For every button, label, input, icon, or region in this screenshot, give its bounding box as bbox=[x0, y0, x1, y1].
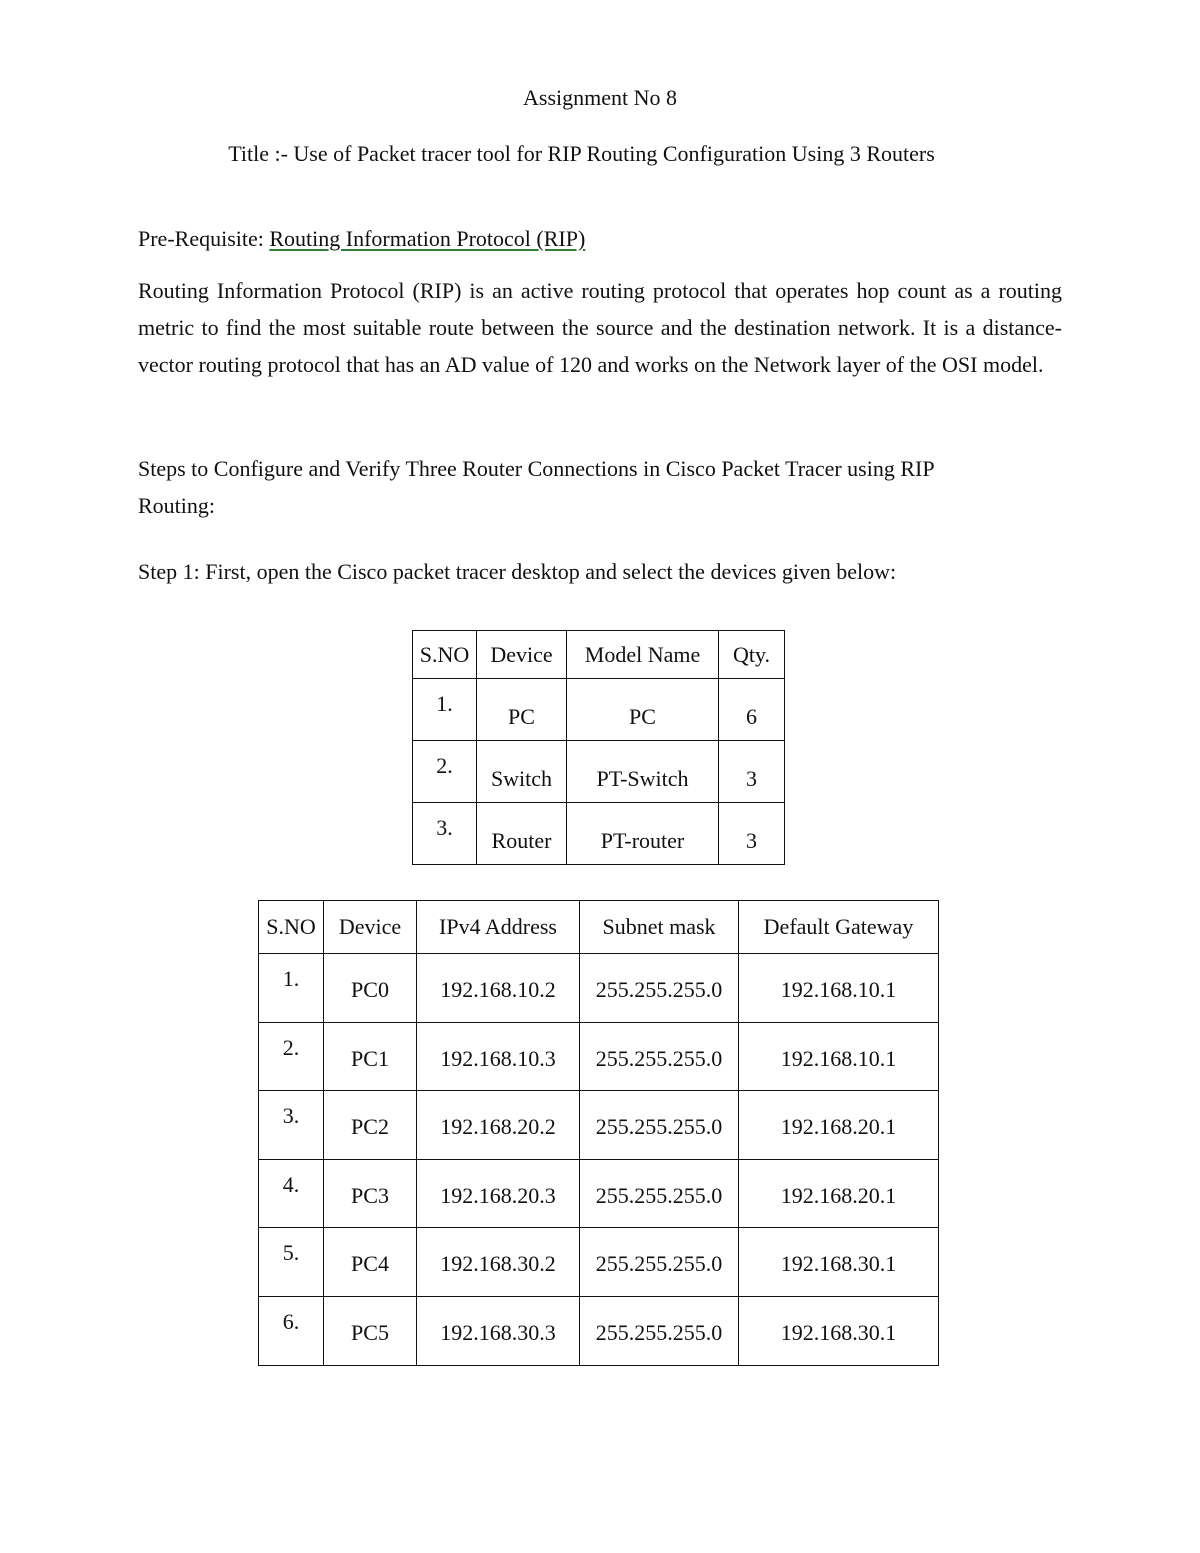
devices-cell-qty: 3 bbox=[719, 803, 785, 865]
devices-header-model: Model Name bbox=[567, 631, 719, 679]
table-row bbox=[259, 1160, 939, 1228]
ip-cell-sno: 2. bbox=[259, 1023, 324, 1091]
ip-cell-ipv4: 192.168.30.3 bbox=[417, 1297, 580, 1366]
table-row bbox=[259, 1091, 939, 1160]
ip-cell-device: PC1 bbox=[324, 1023, 417, 1091]
ip-cell-device: PC2 bbox=[324, 1091, 417, 1160]
ip-cell-gateway: 192.168.10.1 bbox=[739, 1023, 939, 1091]
ip-address-table bbox=[258, 900, 939, 1366]
table-row bbox=[413, 803, 785, 865]
steps-heading-line-2: Routing: bbox=[138, 493, 216, 518]
devices-cell-device: PC bbox=[477, 679, 567, 741]
document-title: Title :- Use of Packet tracer tool for RIP Routing Configuration Using 3 Routers bbox=[228, 141, 935, 166]
prerequisite-label: Pre-Requisite: bbox=[138, 226, 270, 251]
ip-cell-gateway: 192.168.10.1 bbox=[739, 954, 939, 1023]
ip-cell-sno: 6. bbox=[259, 1297, 324, 1366]
table-row bbox=[259, 1297, 939, 1366]
ip-cell-subnet: 255.255.255.0 bbox=[580, 954, 739, 1023]
ip-cell-gateway: 192.168.30.1 bbox=[739, 1297, 939, 1366]
devices-cell-sno: 2. bbox=[413, 741, 477, 803]
devices-cell-sno: 1. bbox=[413, 679, 477, 741]
assignment-heading: Assignment No 8 bbox=[523, 85, 677, 110]
ip-cell-ipv4: 192.168.30.2 bbox=[417, 1228, 580, 1297]
ip-cell-ipv4: 192.168.10.2 bbox=[417, 954, 580, 1023]
ip-table-header-row bbox=[259, 901, 939, 954]
ip-cell-gateway: 192.168.20.1 bbox=[739, 1091, 939, 1160]
devices-header-device: Device bbox=[477, 631, 567, 679]
ip-cell-sno: 1. bbox=[259, 954, 324, 1023]
devices-cell-model: PC bbox=[567, 679, 719, 741]
devices-cell-sno: 3. bbox=[413, 803, 477, 865]
ip-cell-device: PC4 bbox=[324, 1228, 417, 1297]
devices-table bbox=[412, 630, 785, 865]
devices-cell-model: PT-Switch bbox=[567, 741, 719, 803]
devices-cell-device: Switch bbox=[477, 741, 567, 803]
ip-cell-gateway: 192.168.20.1 bbox=[739, 1160, 939, 1228]
prerequisite-link[interactable]: Routing Information Protocol (RIP) bbox=[269, 226, 586, 251]
devices-header-sno: S.NO bbox=[413, 631, 477, 679]
table-row bbox=[413, 741, 785, 803]
ip-cell-sno: 5. bbox=[259, 1228, 324, 1297]
ip-cell-device: PC3 bbox=[324, 1160, 417, 1228]
ip-cell-ipv4: 192.168.10.3 bbox=[417, 1023, 580, 1091]
ip-cell-ipv4: 192.168.20.3 bbox=[417, 1160, 580, 1228]
devices-cell-qty: 3 bbox=[719, 741, 785, 803]
ip-header-gateway: Default Gateway bbox=[739, 901, 939, 954]
table-row bbox=[259, 954, 939, 1023]
ip-cell-subnet: 255.255.255.0 bbox=[580, 1297, 739, 1366]
ip-cell-sno: 3. bbox=[259, 1091, 324, 1160]
intro-paragraph: Routing Information Protocol (RIP) is an active routing protocol that operates hop count as a routing metric to find the most suitable route between the source and the destination network. It is a distance-vector routing protocol that has an AD value of 120 and works on the Network layer of the OSI model. bbox=[138, 278, 1062, 377]
ip-header-ipv4: IPv4 Address bbox=[417, 901, 580, 954]
prerequisite-line bbox=[138, 226, 585, 252]
table-row bbox=[259, 1023, 939, 1091]
devices-cell-qty: 6 bbox=[719, 679, 785, 741]
ip-header-sno: S.NO bbox=[259, 901, 324, 954]
ip-cell-sno: 4. bbox=[259, 1160, 324, 1228]
table-row bbox=[413, 679, 785, 741]
ip-cell-subnet: 255.255.255.0 bbox=[580, 1228, 739, 1297]
ip-cell-subnet: 255.255.255.0 bbox=[580, 1160, 739, 1228]
ip-cell-device: PC0 bbox=[324, 954, 417, 1023]
ip-cell-subnet: 255.255.255.0 bbox=[580, 1091, 739, 1160]
ip-cell-subnet: 255.255.255.0 bbox=[580, 1023, 739, 1091]
steps-heading-line-1: Steps to Configure and Verify Three Router Connections in Cisco Packet Tracer using RIP bbox=[138, 456, 935, 481]
devices-header-qty: Qty. bbox=[719, 631, 785, 679]
devices-cell-device: Router bbox=[477, 803, 567, 865]
ip-header-subnet: Subnet mask bbox=[580, 901, 739, 954]
ip-cell-ipv4: 192.168.20.2 bbox=[417, 1091, 580, 1160]
ip-cell-gateway: 192.168.30.1 bbox=[739, 1228, 939, 1297]
table-row bbox=[259, 1228, 939, 1297]
devices-cell-model: PT-router bbox=[567, 803, 719, 865]
step-1-text: Step 1: First, open the Cisco packet tracer desktop and select the devices given below: bbox=[138, 559, 897, 584]
ip-header-device: Device bbox=[324, 901, 417, 954]
ip-cell-device: PC5 bbox=[324, 1297, 417, 1366]
devices-table-header-row bbox=[413, 631, 785, 679]
